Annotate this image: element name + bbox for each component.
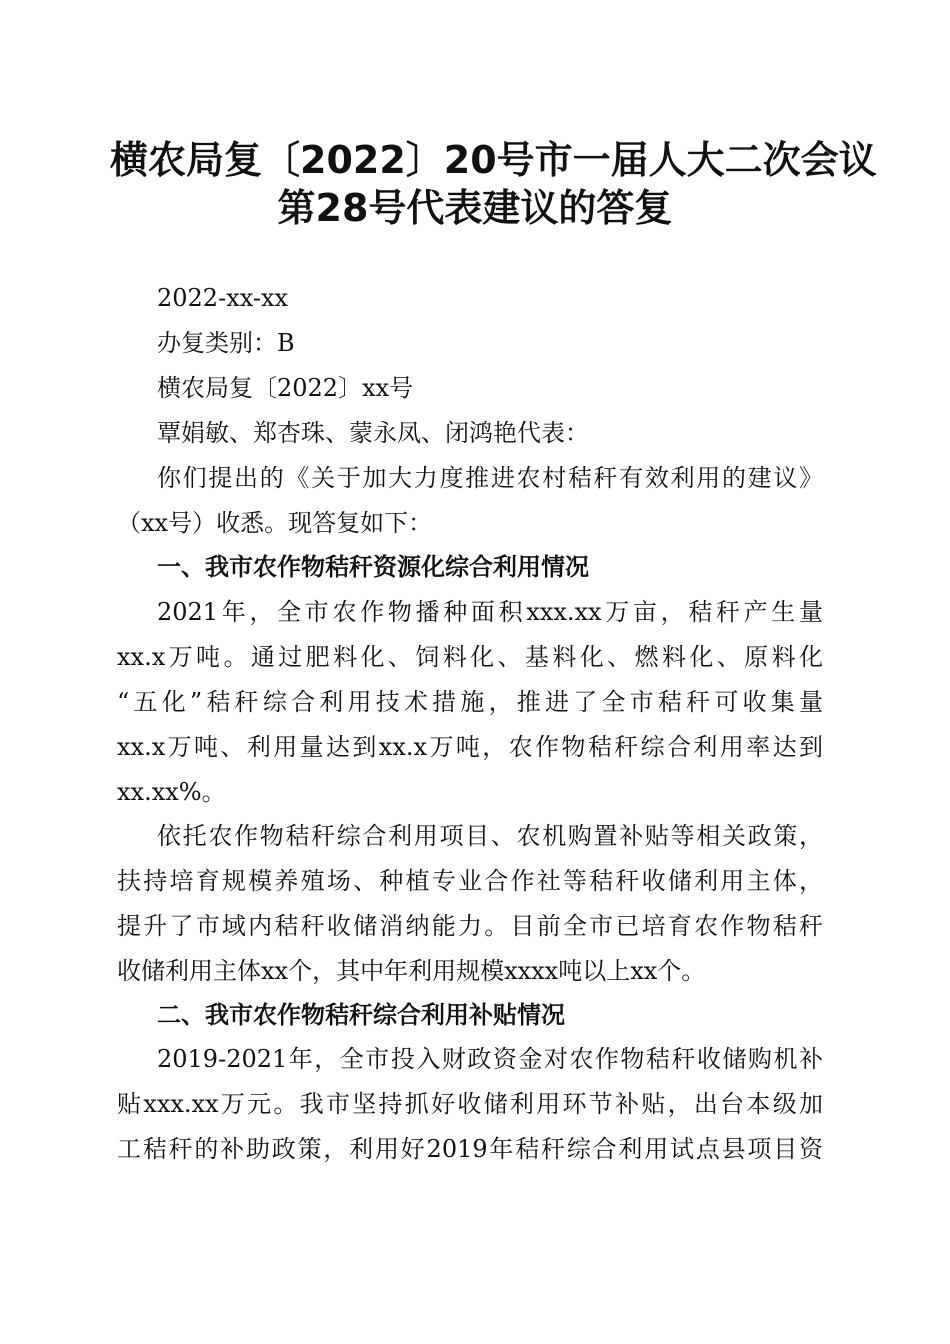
section-1-heading: 一、我市农作物秸秆资源化综合利用情况 — [157, 553, 589, 581]
section-2-paragraph-1-line: 工秸秆的补助政策，利用好2019年秸秆综合利用试点县项目资 — [117, 1135, 823, 1163]
section-1-paragraph-2-line: 依托农作物秸秆综合利用项目、农机购置补贴等相关政策， — [157, 822, 823, 850]
document-title-line-1: 横农局复〔2022〕20号市一届人大二次会议 — [110, 138, 877, 182]
intro-line-1: 你们提出的《关于加大力度推进农村秸秆有效利用的建议》 — [157, 464, 823, 492]
section-2-paragraph-1-line: 2019-2021年，全市投入财政资金对农作物秸秆收储购机补 — [157, 1045, 823, 1073]
addressees: 覃娟敏、郑杏珠、蒙永凤、闭鸿艳代表： — [157, 419, 589, 447]
section-1-paragraph-1-line: xx.x万吨、利用量达到xx.x万吨，农作物秸秆综合利用率达到 — [117, 733, 823, 761]
section-1-paragraph-2-line: 提升了市域内秸秆收储消纳能力。目前全市已培育农作物秸秆 — [117, 912, 823, 940]
section-2-heading: 二、我市农作物秸秆综合利用补贴情况 — [157, 1001, 565, 1029]
document-number: 横农局复〔2022〕xx号 — [157, 374, 414, 402]
section-1-paragraph-1-line: 2021年，全市农作物播种面积xxx.xx万亩，秸秆产生量 — [157, 598, 823, 626]
document-title-line-2: 第28号代表建议的答复 — [277, 186, 673, 230]
section-1-paragraph-2-line: 扶持培育规模养殖场、种植专业合作社等秸秆收储利用主体， — [117, 867, 823, 895]
intro-line-2: （xx号）收悉。现答复如下： — [117, 509, 433, 537]
reply-category: 办复类别：B — [157, 329, 295, 357]
section-2-paragraph-1-line: 贴xxx.xx万元。我市坚持抓好收储利用环节补贴，出台本级加 — [117, 1090, 823, 1118]
section-1-paragraph-1-line: xx.x万吨。通过肥料化、饲料化、基料化、燃料化、原料化 — [117, 643, 823, 671]
section-1-paragraph-2-line: 收储利用主体xx个，其中年利用规模xxxx吨以上xx个。 — [117, 957, 706, 985]
section-1-paragraph-1-line: xx.xx%。 — [117, 778, 226, 806]
section-1-paragraph-1-line: “五化”秸秆综合利用技术措施，推进了全市秸秆可收集量 — [117, 688, 823, 716]
document-date: 2022-xx-xx — [157, 284, 289, 312]
